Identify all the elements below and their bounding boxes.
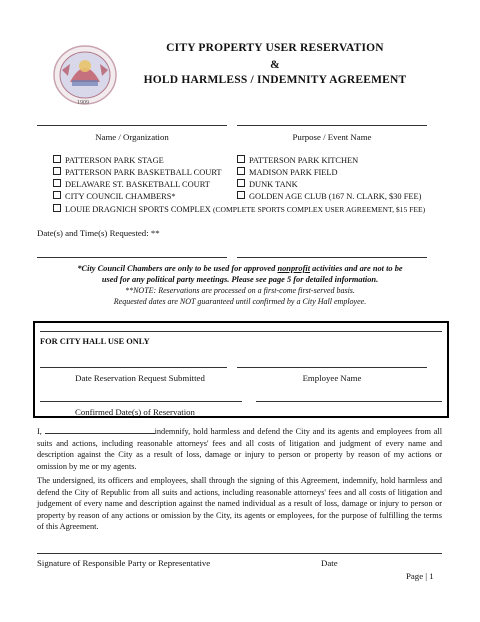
checkbox-golden-age-club[interactable] — [237, 191, 421, 201]
checkbox-label: LOUIE DRAGNICH SPORTS COMPLEX — [65, 205, 211, 214]
checkbox-label: PATTERSON PARK BASKETBALL COURT — [65, 168, 222, 177]
signature-date-label: Date — [321, 558, 338, 568]
council-note-text: *City Council Chambers are only to be used for approved — [77, 264, 278, 273]
indemnity-paragraph-1 — [37, 425, 442, 472]
checkbox-label: PATTERSON PARK KITCHEN — [249, 156, 359, 165]
checkbox-city-council-chambers[interactable] — [53, 191, 176, 201]
date-submitted-label: Date Reservation Request Submitted — [75, 373, 205, 383]
dates-line-right[interactable] — [237, 257, 427, 258]
checkbox-label: PATTERSON PARK STAGE — [65, 156, 164, 165]
signature-label: Signature of Responsible Party or Representative — [37, 558, 211, 568]
indemnity-paragraph-2: The undersigned, its officers and employees, shall through the signing of this Agreement, indemnify, hold harmless and defend the City of Republic from all suits and actions, including reasonable attorneys' fees and all costs of litigation and judgement of every name and description against the named individual as a result of loss, damage or injury to person or property by reason of any actions or omission by the City, its agents or employees, for the purpose of fulfilling the terms of this Agreement. — [37, 476, 442, 532]
dates-line-left[interactable] — [37, 257, 227, 258]
sports-complex-note: (COMPLETE SPORTS COMPLEX USER AGREEMENT, $15 FEE) — [212, 205, 426, 214]
confirmed-dates-line-right[interactable] — [256, 401, 442, 402]
para1-text: indemnify, hold harmless and defend the City and its agents and employees from all suits and actions, including reasonable attorneys' fees and all costs of litigation and judgment of every name and description against the City as a result of loss, damage or injury to person or property by reason of my actions or omission by me or my agents. — [37, 427, 442, 471]
page-number: Page | 1 — [406, 571, 434, 581]
checkbox-label: CITY COUNCIL CHAMBERS* — [65, 192, 176, 201]
checkbox-patterson-park-stage[interactable] — [53, 155, 164, 165]
checkbox-delaware-basketball[interactable] — [53, 179, 210, 189]
not-guaranteed-note: Requested dates are NOT guaranteed until confirmed by a City Hall employee. — [113, 297, 367, 306]
council-note-line-1 — [20, 264, 460, 273]
checkbox-label: DELAWARE ST. BASKETBALL COURT — [65, 180, 210, 189]
title-line-2: HOLD HARMLESS / INDEMNITY AGREEMENT — [143, 74, 407, 86]
checkbox-label: MADISON PARK FIELD — [249, 168, 338, 177]
city-hall-use-box — [33, 321, 449, 418]
checkbox-louie-dragnich-sports[interactable] — [53, 204, 425, 214]
city-hall-top-rule — [40, 331, 442, 332]
checkbox-box[interactable] — [53, 204, 61, 212]
council-note-text-end: activities and are not to be — [310, 264, 403, 273]
first-come-note: **NOTE: Reservations are processed on a first-come first-served basis. — [125, 286, 355, 295]
checkbox-box[interactable] — [53, 155, 61, 163]
nonprofit-underline: nonprofit — [277, 264, 311, 273]
checkbox-label: GOLDEN AGE CLUB (167 N. CLARK, $30 FEE) — [249, 192, 422, 201]
confirmed-dates-line-left[interactable] — [40, 401, 242, 402]
city-hall-heading: FOR CITY HALL USE ONLY — [40, 337, 150, 346]
checkbox-box[interactable] — [53, 167, 61, 175]
checkbox-box[interactable] — [237, 179, 245, 187]
checkbox-box[interactable] — [237, 155, 245, 163]
name-org-label: Name / Organization — [95, 132, 169, 142]
checkbox-patterson-park-kitchen[interactable] — [237, 155, 358, 165]
title-ampersand: & — [270, 59, 280, 71]
checkbox-dunk-tank[interactable] — [237, 179, 298, 189]
para1-start: I, — [37, 427, 45, 436]
date-submitted-line[interactable] — [40, 367, 227, 368]
checkbox-box[interactable] — [237, 167, 245, 175]
purpose-event-label: Purpose / Event Name — [292, 132, 372, 142]
checkbox-box[interactable] — [237, 191, 245, 199]
confirmed-dates-label: Confirmed Date(s) of Reservation — [75, 407, 195, 417]
dates-requested-label: Date(s) and Time(s) Requested: ** — [37, 228, 160, 238]
signature-line[interactable] — [37, 553, 442, 554]
checkbox-box[interactable] — [53, 191, 61, 199]
checkbox-patterson-park-basketball[interactable] — [53, 167, 222, 177]
checkbox-label: DUNK TANK — [249, 180, 298, 189]
name-org-line[interactable] — [37, 125, 227, 126]
checkbox-box[interactable] — [53, 179, 61, 187]
checkbox-madison-park-field[interactable] — [237, 167, 338, 177]
title-line-1: CITY PROPERTY USER RESERVATION — [166, 42, 384, 54]
indemnifier-name-blank[interactable] — [45, 425, 155, 434]
purpose-event-line[interactable] — [237, 125, 427, 126]
council-note-line-2: used for any political party meetings. Please see page 5 for detailed information. — [101, 275, 379, 284]
employee-name-label: Employee Name — [302, 373, 362, 383]
seal-year: 1909 — [77, 100, 89, 106]
employee-name-line[interactable] — [237, 367, 427, 368]
